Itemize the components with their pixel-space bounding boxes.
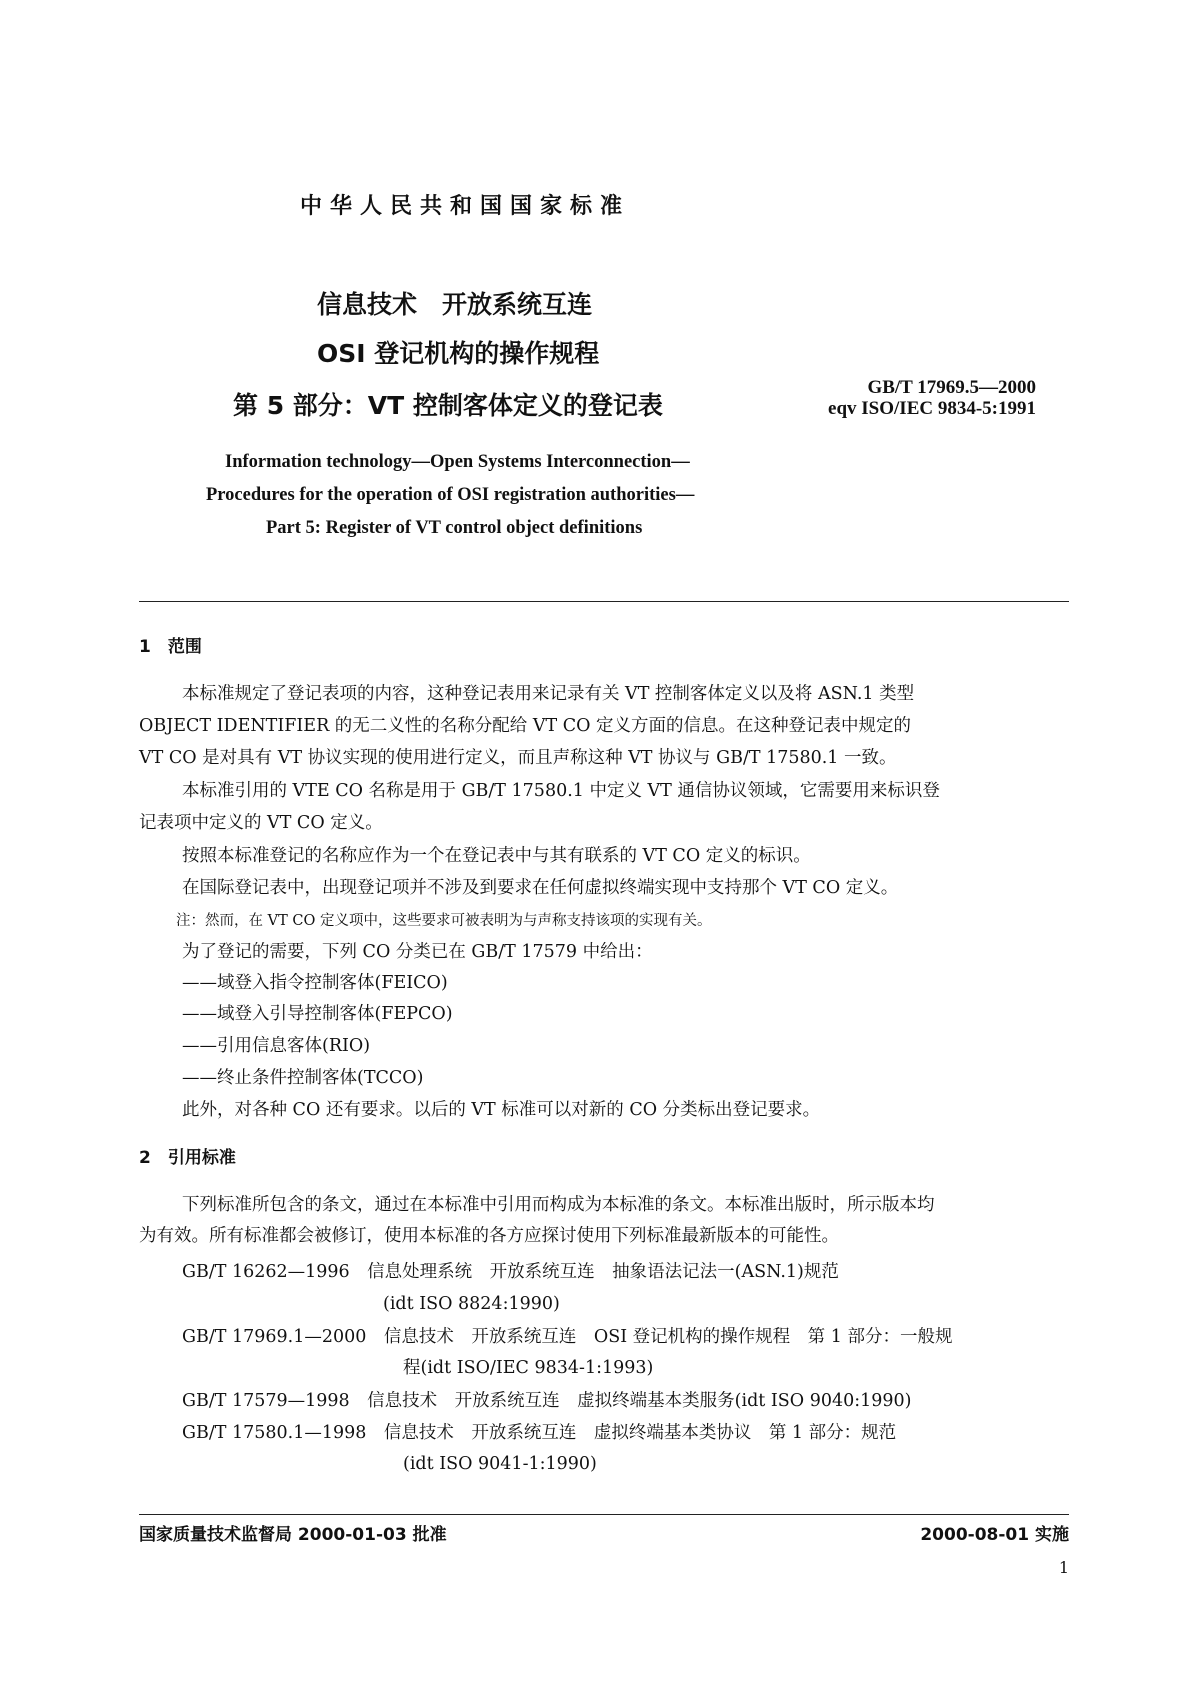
page-number: 1 xyxy=(1058,1558,1069,1577)
standard-number: GB/T 17969.5—2000 xyxy=(867,377,1036,398)
body-line: VT CO 是对具有 VT 协议实现的使用进行定义，而且声称这种 VT 协议与 GB/T 17580.1 一致。 xyxy=(139,748,897,768)
body-line: 此外，对各种 CO 还有要求。以后的 VT 标准可以对新的 CO 分类标出登记要求。 xyxy=(182,1100,821,1120)
reference-item-cont: (idt ISO 8824:1990) xyxy=(383,1294,560,1314)
body-line: 为了登记的需要，下列 CO 分类已在 GB/T 17579 中给出： xyxy=(182,942,653,962)
body-line: 为有效。所有标准都会被修订，使用本标准的各方应探讨使用下列标准最新版本的可能性。 xyxy=(139,1226,839,1246)
body-line: 记表项中定义的 VT CO 定义。 xyxy=(139,813,383,833)
body-line: 本标准引用的 VTE CO 名称是用于 GB/T 17580.1 中定义 VT 通信协议领域，它需要用来标识登 xyxy=(182,781,940,801)
document-header: 中华人民共和国国家标准 xyxy=(300,194,631,219)
section-1-heading: 1 范围 xyxy=(139,637,202,657)
list-item: ——终止条件控制客体(TCCO) xyxy=(182,1068,424,1088)
body-line: 本标准规定了登记表项的内容，这种登记表用来记录有关 VT 控制客体定义以及将 ASN.1 类型 xyxy=(182,684,915,704)
list-item: ——域登入引导控制客体(FEPCO) xyxy=(182,1004,453,1024)
body-line: OBJECT IDENTIFIER 的无二义性的名称分配给 VT CO 定义方面的信息。在这种登记表中规定的 xyxy=(139,716,912,736)
reference-item: GB/T 17580.1—1998 信息技术 开放系统互连 虚拟终端基本类协议 第 1 部分：规范 xyxy=(182,1423,897,1443)
body-line: 在国际登记表中，出现登记项并不涉及到要求在任何虚拟终端实现中支持那个 VT CO 定义。 xyxy=(182,878,899,898)
list-item: ——域登入指令控制客体(FEICO) xyxy=(182,973,448,993)
body-line: 按照本标准登记的名称应作为一个在登记表中与其有联系的 VT CO 定义的标识。 xyxy=(182,846,811,866)
english-title-line-3: Part 5: Register of VT control object definitions xyxy=(266,518,643,538)
reference-item-cont: (idt ISO 9041-1:1990) xyxy=(403,1454,597,1474)
reference-item: GB/T 17579—1998 信息技术 开放系统互连 虚拟终端基本类服务(idt ISO 9040:1990) xyxy=(182,1391,912,1411)
title-line-3: 第 5 部分：VT 控制客体定义的登记表 xyxy=(233,391,663,420)
english-title-line-2: Procedures for the operation of OSI registration authorities— xyxy=(206,485,695,505)
english-title-line-1: Information technology—Open Systems Interconnection— xyxy=(225,452,690,472)
body-line: 下列标准所包含的条文，通过在本标准中引用而构成为本标准的条文。本标准出版时，所示版本均 xyxy=(182,1195,935,1215)
title-line-1: 信息技术 开放系统互连 xyxy=(317,290,593,319)
list-item: ——引用信息客体(RIO) xyxy=(182,1036,371,1056)
section-2-heading: 2 引用标准 xyxy=(139,1148,236,1168)
reference-item: GB/T 17969.1—2000 信息技术 开放系统互连 OSI 登记机构的操作规程 第 1 部分：一般规 xyxy=(182,1327,953,1347)
title-line-2: OSI 登记机构的操作规程 xyxy=(317,339,600,368)
equivalent-standard: eqv ISO/IEC 9834-5:1991 xyxy=(828,398,1036,419)
top-divider xyxy=(139,601,1069,602)
reference-item: GB/T 16262—1996 信息处理系统 开放系统互连 抽象语法记法一(ASN.1)规范 xyxy=(182,1262,839,1282)
note: 注：然而，在 VT CO 定义项中，这些要求可被表明为与声称支持该项的实现有关。 xyxy=(176,913,712,929)
bottom-divider xyxy=(139,1514,1069,1515)
effective-date: 2000-08-01 实施 xyxy=(920,1525,1069,1545)
reference-item-cont: 程(idt ISO/IEC 9834-1:1993) xyxy=(403,1358,654,1378)
approval-date: 国家质量技术监督局 2000-01-03 批准 xyxy=(139,1525,447,1545)
